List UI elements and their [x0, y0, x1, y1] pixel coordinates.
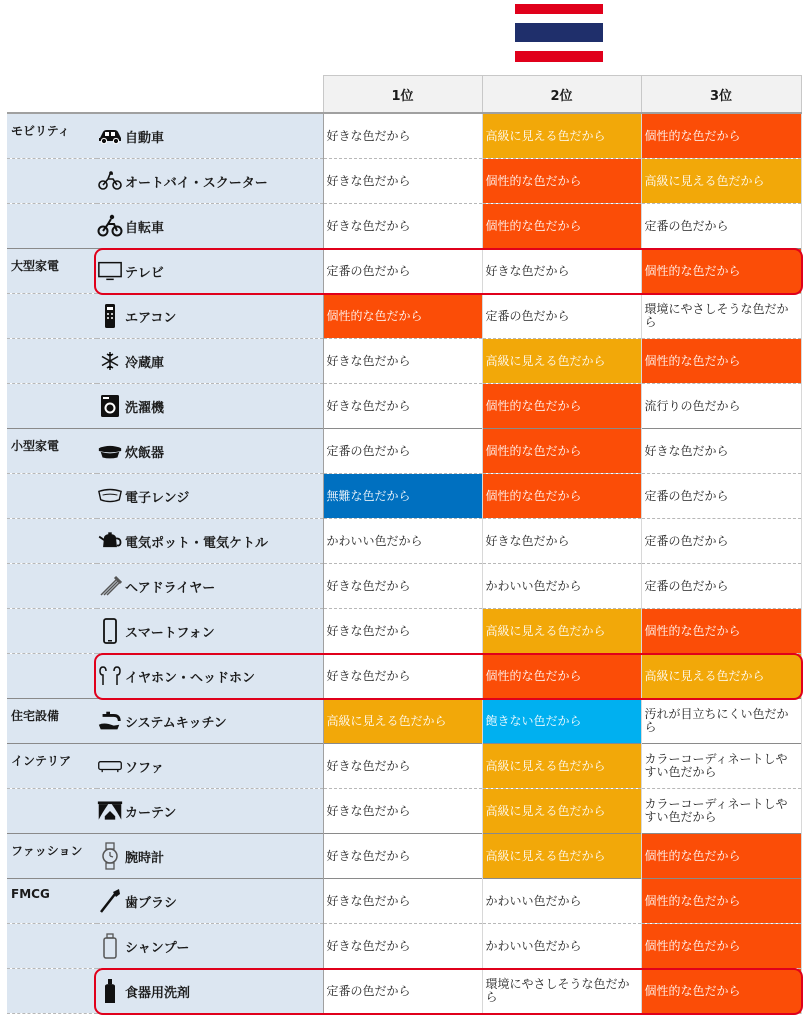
- table-row: [7, 294, 801, 339]
- reason-rank-2: [482, 744, 641, 789]
- product-label: エアコン: [125, 310, 177, 326]
- reason-rank-1: [323, 924, 482, 969]
- product-cell: [97, 474, 323, 519]
- faucet-icon: [97, 708, 123, 734]
- table-row: [7, 384, 801, 429]
- reason-rank-1: [323, 879, 482, 924]
- toothbrush-icon: [97, 888, 123, 914]
- reason-text: 好きな色だから: [326, 353, 411, 368]
- reason-text: 定番の色だから: [326, 443, 411, 458]
- product-label: ヘアドライヤー: [125, 580, 216, 596]
- reason-rank-3: [641, 204, 801, 249]
- product-cell: [97, 159, 323, 204]
- reason-rank-1: [323, 789, 482, 834]
- category-label: [7, 519, 97, 564]
- reason-text: 好きな色だから: [326, 173, 411, 188]
- reason-text: 個性的な色だから: [485, 218, 582, 233]
- reason-text: 個性的な色だから: [485, 173, 582, 188]
- product-label: 洗濯機: [125, 400, 165, 416]
- reason-text: 個性的な色だから: [644, 263, 741, 278]
- reason-rank-2: [482, 204, 641, 249]
- reason-text: 個性的な色だから: [485, 488, 582, 503]
- product-cell: [97, 924, 323, 969]
- product-label: 食器用洗剤: [125, 985, 191, 1001]
- reason-rank-3: [641, 384, 801, 429]
- reason-rank-2: [482, 564, 641, 609]
- category-label: [7, 654, 97, 699]
- category-label: [7, 384, 97, 429]
- product-cell: [97, 384, 323, 429]
- reason-text: 好きな色だから: [326, 893, 411, 908]
- table-row: [7, 339, 801, 384]
- reason-rank-1: [323, 654, 482, 699]
- reason-rank-2: [482, 113, 641, 159]
- reason-rank-3: [641, 564, 801, 609]
- reason-rank-2: [482, 609, 641, 654]
- reason-rank-3: [641, 294, 801, 339]
- category-label: FMCG: [7, 879, 97, 924]
- reason-text: 高級に見える色だから: [644, 173, 765, 188]
- table-row: [7, 429, 801, 474]
- product-label: オートバイ・スクーター: [125, 175, 268, 191]
- reason-rank-2: [482, 474, 641, 519]
- reason-rank-1: [323, 564, 482, 609]
- product-cell: [97, 249, 323, 294]
- product-label: 自転車: [125, 220, 165, 236]
- reason-text: 定番の色だから: [644, 218, 729, 233]
- reason-text: 個性的な色だから: [326, 308, 423, 323]
- flag-stripe: [515, 42, 603, 51]
- reason-text: 高級に見える色だから: [485, 803, 606, 818]
- reason-rank-3: [641, 339, 801, 384]
- product-cell: [97, 113, 323, 159]
- product-cell: [97, 744, 323, 789]
- reason-text: カラーコーディネートしやすい色だから: [644, 797, 788, 824]
- watch-icon: [97, 843, 123, 869]
- snowflake-icon: [97, 348, 123, 374]
- reason-text: 環境にやさしそうな色だから: [485, 977, 630, 1004]
- reason-text: 高級に見える色だから: [644, 668, 765, 683]
- header-blank: [97, 76, 323, 114]
- reason-text: 好きな色だから: [326, 578, 411, 593]
- reason-rank-2: [482, 879, 641, 924]
- kettle-icon: [97, 528, 123, 554]
- category-label: インテリア: [7, 744, 97, 789]
- product-label: イヤホン・ヘッドホン: [125, 670, 256, 686]
- reason-rank-3: [641, 789, 801, 834]
- reason-text: かわいい色だから: [485, 893, 582, 908]
- smartphone-icon: [97, 618, 123, 644]
- product-label: テレビ: [125, 265, 164, 281]
- car-icon: [97, 123, 123, 149]
- product-label: システムキッチン: [125, 715, 227, 731]
- category-label: 住宅設備: [7, 699, 97, 744]
- hair-dryer-icon: [97, 573, 123, 599]
- category-label: [7, 159, 97, 204]
- reason-rank-1: [323, 429, 482, 474]
- reason-text: 好きな色だから: [326, 668, 411, 683]
- product-cell: [97, 339, 323, 384]
- reason-rank-3: [641, 654, 801, 699]
- reason-rank-2: [482, 339, 641, 384]
- table-row: [7, 113, 801, 159]
- reason-rank-1: [323, 474, 482, 519]
- reason-rank-1: [323, 384, 482, 429]
- reason-text: 好きな色だから: [485, 533, 570, 548]
- product-label: ソファ: [125, 760, 164, 776]
- thai-flag: [515, 4, 603, 64]
- table-row: [7, 789, 801, 834]
- category-label: ファッション: [7, 834, 97, 879]
- reason-rank-3: [641, 474, 801, 519]
- table-row: [7, 699, 801, 744]
- header-rank-3: 3位: [641, 76, 801, 114]
- reason-text: 汚れが目立ちにくい色だから: [644, 707, 789, 734]
- reason-text: 定番の色だから: [644, 533, 729, 548]
- reason-text: 好きな色だから: [326, 803, 411, 818]
- reason-text: 個性的な色だから: [644, 848, 741, 863]
- reason-text: 無難な色だから: [326, 488, 411, 503]
- reason-rank-3: [641, 834, 801, 879]
- category-label: モビリティ: [7, 113, 97, 159]
- reason-rank-2: [482, 969, 641, 1014]
- reason-rank-3: [641, 519, 801, 564]
- category-label: [7, 204, 97, 249]
- product-cell: [97, 879, 323, 924]
- reason-text: 個性的な色だから: [644, 353, 741, 368]
- flag-stripe: [515, 4, 603, 14]
- reason-text: 個性的な色だから: [644, 128, 741, 143]
- table-row: [7, 564, 801, 609]
- motorcycle-icon: [97, 168, 123, 194]
- table-row: [7, 519, 801, 564]
- table-row: [7, 249, 801, 294]
- flag-stripe: [515, 14, 603, 23]
- reason-rank-1: [323, 249, 482, 294]
- remote-icon: [97, 303, 123, 329]
- reason-text: 好きな色だから: [326, 128, 411, 143]
- reason-rank-1: [323, 159, 482, 204]
- category-label: [7, 564, 97, 609]
- reason-text: 高級に見える色だから: [485, 623, 606, 638]
- category-label: [7, 339, 97, 384]
- flag-stripe: [515, 51, 603, 61]
- reason-text: 環境にやさしそうな色だから: [644, 302, 789, 329]
- reason-text: 好きな色だから: [326, 848, 411, 863]
- reason-rank-1: [323, 744, 482, 789]
- category-label: 大型家電: [7, 249, 97, 294]
- product-label: 冷蔵庫: [125, 355, 165, 371]
- product-label: 電子レンジ: [125, 490, 190, 506]
- product-cell: [97, 654, 323, 699]
- bicycle-icon: [97, 213, 123, 239]
- reason-rank-2: [482, 519, 641, 564]
- reason-rank-3: [641, 924, 801, 969]
- microwave-icon: [97, 483, 123, 509]
- product-cell: [97, 789, 323, 834]
- header-rank-1: 1位: [323, 76, 482, 114]
- reason-rank-3: [641, 249, 801, 294]
- reason-text: 流行りの色だから: [644, 398, 741, 413]
- reason-text: 定番の色だから: [485, 308, 570, 323]
- product-label: 電気ポット・電気ケトル: [125, 535, 269, 551]
- table-row: [7, 744, 801, 789]
- reason-text: 高級に見える色だから: [485, 758, 606, 773]
- product-cell: [97, 969, 323, 1014]
- reason-rank-3: [641, 609, 801, 654]
- product-cell: [97, 294, 323, 339]
- product-label: 自動車: [125, 130, 165, 146]
- reason-rank-1: [323, 969, 482, 1014]
- product-cell: [97, 699, 323, 744]
- reason-rank-2: [482, 789, 641, 834]
- reason-rank-2: [482, 654, 641, 699]
- table-row: [7, 204, 801, 249]
- reason-rank-1: [323, 699, 482, 744]
- reason-rank-2: [482, 294, 641, 339]
- shampoo-icon: [97, 933, 123, 959]
- reason-text: 高級に見える色だから: [485, 848, 606, 863]
- reason-text: 個性的な色だから: [485, 443, 582, 458]
- table-row: [7, 879, 801, 924]
- reason-rank-1: [323, 609, 482, 654]
- reason-text: 定番の色だから: [644, 578, 729, 593]
- reason-text: 個性的な色だから: [485, 398, 582, 413]
- product-cell: [97, 204, 323, 249]
- category-label: [7, 609, 97, 654]
- color-reason-table: [7, 75, 802, 1014]
- reason-text: 好きな色だから: [326, 938, 411, 953]
- table-row: [7, 924, 801, 969]
- reason-text: かわいい色だから: [485, 938, 582, 953]
- category-label: [7, 294, 97, 339]
- reason-rank-2: [482, 699, 641, 744]
- table-row: [7, 159, 801, 204]
- product-cell: [97, 429, 323, 474]
- reason-rank-3: [641, 429, 801, 474]
- header-rank-2: 2位: [482, 76, 641, 114]
- reason-rank-3: [641, 699, 801, 744]
- detergent-icon: [97, 978, 123, 1004]
- reason-rank-3: [641, 969, 801, 1014]
- header-row: [7, 76, 801, 114]
- reason-text: 定番の色だから: [326, 263, 411, 278]
- curtain-icon: [97, 798, 123, 824]
- category-label: [7, 789, 97, 834]
- reason-text: 定番の色だから: [644, 488, 729, 503]
- table-row: [7, 969, 801, 1014]
- reason-rank-2: [482, 159, 641, 204]
- product-cell: [97, 834, 323, 879]
- reason-text: 定番の色だから: [326, 983, 411, 998]
- table-row: [7, 474, 801, 519]
- table-row: [7, 654, 801, 699]
- category-label: [7, 474, 97, 519]
- reason-text: 飽きない色だから: [485, 713, 582, 728]
- reason-rank-1: [323, 294, 482, 339]
- earphones-icon: [97, 663, 123, 689]
- reason-text: 好きな色だから: [326, 218, 411, 233]
- product-label: カーテン: [125, 805, 177, 821]
- product-label: シャンプー: [125, 940, 190, 956]
- reason-rank-2: [482, 834, 641, 879]
- reason-rank-1: [323, 204, 482, 249]
- reason-rank-2: [482, 249, 641, 294]
- reason-rank-3: [641, 744, 801, 789]
- rice-cooker-icon: [97, 438, 123, 464]
- reason-rank-3: [641, 159, 801, 204]
- product-label: 歯ブラシ: [125, 895, 178, 911]
- reason-text: 好きな色だから: [326, 398, 411, 413]
- reason-text: かわいい色だから: [485, 578, 582, 593]
- table-row: [7, 834, 801, 879]
- product-cell: [97, 609, 323, 654]
- product-label: 腕時計: [125, 850, 165, 866]
- reason-rank-3: [641, 879, 801, 924]
- reason-rank-1: [323, 113, 482, 159]
- product-cell: [97, 519, 323, 564]
- product-cell: [97, 564, 323, 609]
- reason-text: 個性的な色だから: [644, 938, 741, 953]
- category-label: 小型家電: [7, 429, 97, 474]
- reason-text: 高級に見える色だから: [485, 353, 606, 368]
- flag-stripe: [515, 23, 603, 42]
- table-row: [7, 609, 801, 654]
- washing-machine-icon: [97, 393, 123, 419]
- product-label: 炊飯器: [125, 445, 165, 461]
- reason-text: 個性的な色だから: [644, 623, 741, 638]
- reason-text: 好きな色だから: [326, 758, 411, 773]
- reason-text: 個性的な色だから: [644, 893, 741, 908]
- sofa-icon: [97, 753, 123, 779]
- reason-rank-2: [482, 384, 641, 429]
- reason-text: 個性的な色だから: [644, 983, 741, 998]
- reason-text: カラーコーディネートしやすい色だから: [644, 752, 788, 779]
- reason-text: かわいい色だから: [326, 533, 423, 548]
- reason-rank-1: [323, 519, 482, 564]
- reason-rank-2: [482, 429, 641, 474]
- reason-text: 好きな色だから: [485, 263, 570, 278]
- reason-text: 好きな色だから: [326, 623, 411, 638]
- category-label: [7, 969, 97, 1014]
- reason-rank-1: [323, 339, 482, 384]
- category-label: [7, 924, 97, 969]
- reason-rank-2: [482, 924, 641, 969]
- reason-rank-1: [323, 834, 482, 879]
- tv-icon: [97, 258, 123, 284]
- reason-text: 好きな色だから: [644, 443, 729, 458]
- header-blank: [7, 76, 97, 114]
- reason-rank-3: [641, 113, 801, 159]
- reason-text: 高級に見える色だから: [326, 713, 447, 728]
- product-label: スマートフォン: [125, 625, 215, 641]
- reason-text: 高級に見える色だから: [485, 128, 606, 143]
- reason-text: 個性的な色だから: [485, 668, 582, 683]
